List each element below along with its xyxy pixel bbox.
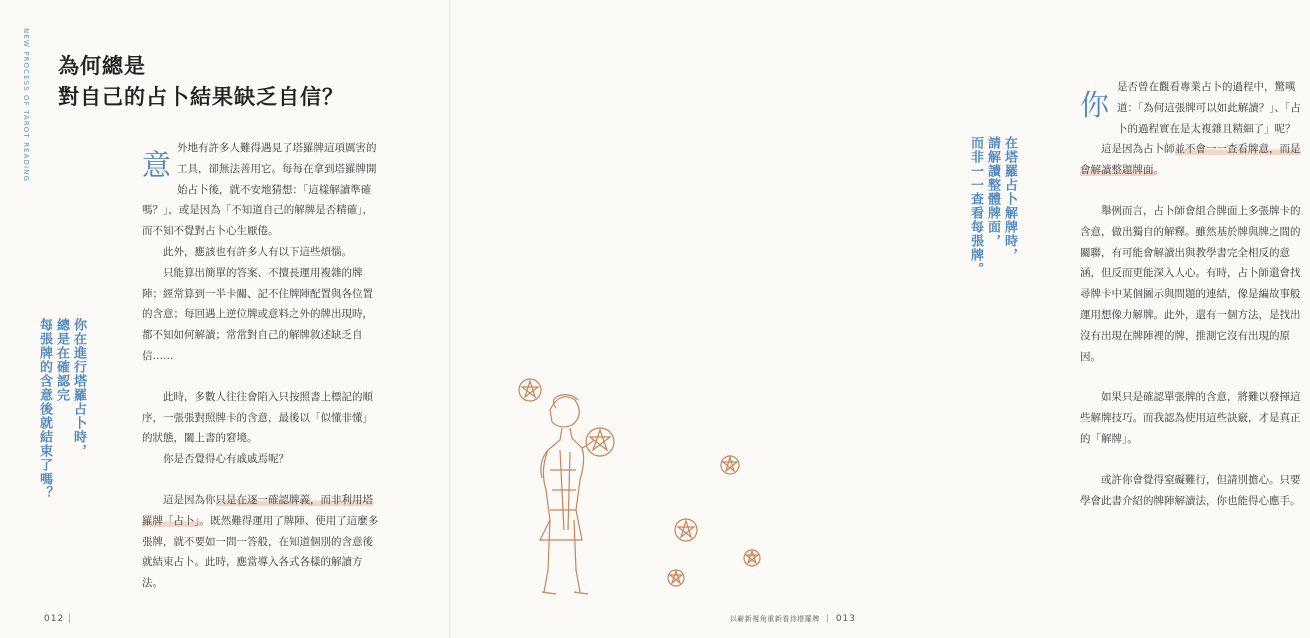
paragraph: 如果只是確認單張牌的含意，將難以發揮這些解牌技巧。而我認為使用這些訣竅，才是真正的「解牌」。 xyxy=(1080,391,1301,445)
pentacle-icon xyxy=(721,456,739,474)
paragraph: 只能算出簡單的答案、不擅長運用複雜的牌陣；經常算到一半卡關、記不住牌陣配置與各位置的含意；每回遇上逆位牌或意料之外的牌出現時，都不知如何解讀；常常對自己的解牌敘述缺乏自信…… xyxy=(142,266,373,362)
text-run: 這是因為你 xyxy=(163,493,216,506)
page-footer: 以嶄新視角重新看待塔羅牌 | 013 xyxy=(729,614,856,624)
right-page xyxy=(450,0,1301,638)
pentacle-icon xyxy=(675,519,697,541)
paragraph: 是否曾在觀看專業占卜的過程中，驚嘆道：「為何這張牌可以如此解讀？」、「占卜的過程實在是太複雜且精細了」呢？ xyxy=(1117,81,1301,135)
paragraph xyxy=(142,490,382,594)
text-run: 。既然難得運用了牌陣、使用了這麼多張牌，就不要如一問一答般，在知道個別的含意後就結束占卜。此時，應當導入各式各樣的解讀方法。 xyxy=(142,514,379,590)
paragraph: 此外，應該也有許多人有以下這些煩惱。 xyxy=(163,245,352,258)
highlighted-text: 只是在逐一確認牌義，而非利用塔羅牌「占卜」 xyxy=(142,493,373,527)
paragraph: 此時，多數人往往會陷入只按照書上標記的順序，一張張對照牌卡的含意，最後以「似懂非懂」的狀態，闔上書的窘境。 xyxy=(142,390,373,445)
paragraph xyxy=(1080,139,1310,181)
pull-quote: 在塔羅占卜解牌時， 請解讀整體牌面， 而非一一查看每張牌。 xyxy=(968,136,1017,276)
page-title: 為何總是 對自己的占卜結果缺乏自信？ xyxy=(58,53,344,109)
pull-quote: 你在進行塔羅占卜時， 總是在確認完 每張牌的含意後就結束了嗎？ xyxy=(37,318,86,500)
page-of-pentacles-illustration xyxy=(490,370,750,600)
pentacle-icon xyxy=(519,379,541,401)
dropcap: 意 xyxy=(142,148,172,182)
left-body-text xyxy=(142,138,382,594)
text-run: 這是因為占卜師 xyxy=(1101,143,1175,156)
pentacle-icon xyxy=(668,570,684,586)
paragraph: 舉例而言，占卜師會組合牌面上多張牌卡的含意，做出獨自的解釋。雖然基於牌與牌之間的關聯，有可能會解讀出與教學書完全相反的意涵，但反而更能深入人心。有時，占卜師還會找尋牌卡中某個圖示與問題的連結，像是編故事般運用想像力解牌。此外，還有一個方法，是找出沒有出現在牌陣裡的牌，推測它沒有出現的原因。 xyxy=(1080,204,1301,363)
left-page xyxy=(0,0,450,638)
text-run: 。 xyxy=(1153,164,1164,177)
pentacle-icon xyxy=(586,428,614,456)
page-number: 012 | xyxy=(44,614,73,624)
series-label: NEW PROCESS OF TAROT READING xyxy=(22,28,30,182)
paragraph: 你是否覺得心有戚戚焉呢？ xyxy=(163,453,289,466)
paragraph: 或許你會覺得窒礙難行，但請別擔心。只要學會此書介紹的牌陣解讀法，你也能得心應手。 xyxy=(1080,473,1301,507)
paragraph: 外地有許多人難得遇見了塔羅牌這項厲害的工具，卻無法善用它。每每在拿到塔羅牌開始占卜後，就不安地猜想：「這樣解讀準確嗎？」，或是因為「不知道自己的解牌是否精確」，而不知不覺對占卜心生厭倦。 xyxy=(142,142,377,238)
dropcap: 你 xyxy=(1080,88,1110,122)
pentacle-icon xyxy=(744,550,760,566)
right-body-text xyxy=(1080,77,1310,511)
page-number: 013 xyxy=(835,614,856,624)
footer-title: 以嶄新視角重新看待塔羅牌 xyxy=(729,615,820,623)
highlighted-text: 並不會一一查看牌意，而是會解讀整題牌面 xyxy=(1080,143,1301,177)
page-number-value: 012 xyxy=(44,614,65,624)
